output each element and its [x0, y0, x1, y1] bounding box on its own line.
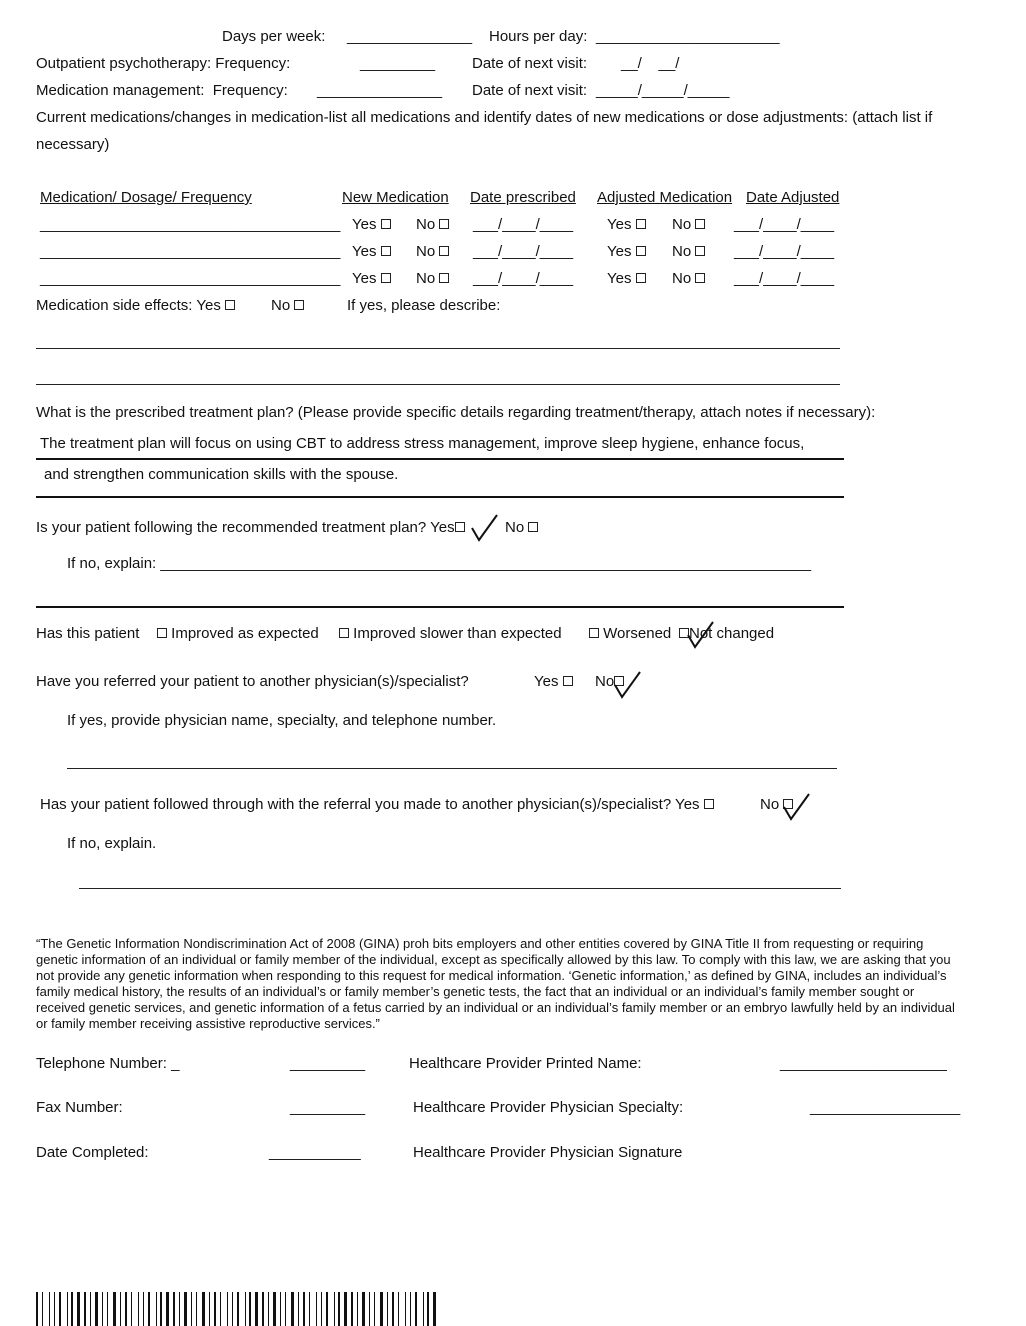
date-adjusted-field[interactable]: ___/____/____: [734, 270, 835, 287]
provider-name-field[interactable]: ____________________: [780, 1055, 947, 1072]
new-med-no[interactable]: No: [416, 243, 449, 261]
checkbox-icon[interactable]: [294, 300, 304, 310]
date-prescribed-field[interactable]: ___/____/____: [473, 216, 574, 233]
referral-followed-yes[interactable]: Has your patient followed through with the referral you made to another physician(s)/specialist? Yes: [40, 796, 714, 814]
new-med-yes[interactable]: Yes: [352, 243, 391, 261]
medication-management-label: Medication management: Frequency:: [36, 82, 288, 99]
hours-per-day-field[interactable]: ______________________: [596, 28, 780, 45]
checkbox-icon[interactable]: [695, 246, 705, 256]
gina-notice: “The Genetic Information Nondiscrimination Act of 2008 (GINA) proh bits employers and other entities covered by GINA Title II from requesting or requiring genetic information of an individual or family member of the individual, except as specifically allowed by this law. To comply with this law, we are asking that you not provide any genetic information when responding to this request for medical information. ‘Genetic information,’ as defined by GINA, includes an individual’s family medical history, the results of an individual’s or family member’s genetic tests, the fact that an individual or an individual’s family member sought or received genetic services, and genetic information of a fetus carried by an individual or an individual’s family member or an embryo lawfully held by an individual or family member receiving assistive reproductive services.”: [36, 936, 955, 1031]
new-med-yes[interactable]: Yes: [352, 216, 391, 234]
checkbox-icon[interactable]: [381, 246, 391, 256]
progress-worsened[interactable]: Worsened: [589, 625, 671, 643]
outpatient-next-visit-field[interactable]: __/ __/: [621, 55, 680, 72]
fax-field[interactable]: _________: [290, 1099, 366, 1116]
checkbox-icon[interactable]: [225, 300, 235, 310]
progress-improved-expected[interactable]: Improved as expected: [157, 625, 319, 643]
date-adjusted-field[interactable]: ___/____/____: [734, 243, 835, 260]
telephone-label: Telephone Number: _: [36, 1055, 180, 1072]
new-med-no[interactable]: No: [416, 216, 449, 234]
side-effects-line[interactable]: [36, 384, 840, 385]
medication-management-next-visit-field[interactable]: _____/_____/_____: [596, 82, 730, 99]
medications-intro-line1: Current medications/changes in medication-list all medications and identify dates of new medications or dose adjustments: (attach list if: [36, 109, 933, 126]
checkbox-icon[interactable]: [563, 676, 573, 686]
checkbox-icon[interactable]: [439, 273, 449, 283]
following-plan-no[interactable]: No: [505, 519, 538, 537]
answer-underline: [36, 458, 844, 460]
progress-not-changed[interactable]: Not changed: [679, 625, 774, 643]
adjusted-no[interactable]: No: [672, 243, 705, 261]
checkbox-icon[interactable]: [528, 522, 538, 532]
adjusted-yes[interactable]: Yes: [607, 243, 646, 261]
checkbox-icon[interactable]: [695, 273, 705, 283]
checkmark-icon: [781, 792, 811, 822]
checkbox-icon[interactable]: [381, 219, 391, 229]
referral-followed-explain-line[interactable]: [79, 888, 841, 889]
checkmark-icon: [612, 670, 642, 700]
date-adjusted-field[interactable]: ___/____/____: [734, 216, 835, 233]
days-per-week-field[interactable]: _______________: [347, 28, 473, 45]
checkbox-icon[interactable]: [439, 246, 449, 256]
adjusted-no[interactable]: No: [672, 270, 705, 288]
referral-question: Have you referred your patient to another physician(s)/specialist?: [36, 673, 469, 690]
date-completed-field[interactable]: ___________: [269, 1144, 361, 1161]
header-date-prescribed: Date prescribed: [470, 189, 576, 206]
checkbox-icon[interactable]: [636, 246, 646, 256]
referral-if-yes-label: If yes, provide physician name, specialty, and telephone number.: [67, 712, 497, 729]
checkbox-icon[interactable]: [636, 219, 646, 229]
treatment-plan-answer-line2[interactable]: and strengthen communication skills with the spouse.: [44, 466, 399, 483]
checkbox-icon[interactable]: [381, 273, 391, 283]
new-med-yes[interactable]: Yes: [352, 270, 391, 288]
progress-label: Has this patient: [36, 625, 140, 642]
medication-management-frequency-field[interactable]: _______________: [317, 82, 443, 99]
checkbox-icon[interactable]: [589, 628, 599, 638]
fax-label: Fax Number:: [36, 1099, 123, 1116]
treatment-plan-answer-line1[interactable]: The treatment plan will focus on using CBT to address stress management, improve sleep hygiene, enhance focus,: [40, 435, 805, 452]
date-prescribed-field[interactable]: ___/____/____: [473, 243, 574, 260]
outpatient-psychotherapy-label: Outpatient psychotherapy: Frequency:: [36, 55, 291, 72]
adjusted-no[interactable]: No: [672, 216, 705, 234]
header-medication: Medication/ Dosage/ Frequency: [40, 189, 252, 206]
treatment-plan-question: What is the prescribed treatment plan? (Please provide specific details regarding treatment/therapy, attach notes if necessary):: [36, 404, 876, 421]
referral-no[interactable]: No: [595, 673, 624, 691]
barcode-icon: [36, 1292, 436, 1326]
checkmark-icon: [469, 513, 499, 543]
checkbox-icon[interactable]: [157, 628, 167, 638]
header-new-medication: New Medication: [342, 189, 449, 206]
medications-intro-line2: necessary): [36, 136, 110, 153]
referral-followed-no[interactable]: No: [760, 796, 793, 814]
signature-label: Healthcare Provider Physician Signature: [413, 1144, 683, 1161]
outpatient-frequency-field[interactable]: _________: [360, 55, 436, 72]
checkbox-icon[interactable]: [339, 628, 349, 638]
progress-improved-slower[interactable]: Improved slower than expected: [339, 625, 562, 643]
side-effects-yes[interactable]: Medication side effects: Yes: [36, 297, 235, 315]
medication-field[interactable]: ____________________________________: [40, 270, 341, 287]
adjusted-yes[interactable]: Yes: [607, 216, 646, 234]
answer-underline: [36, 496, 844, 498]
checkbox-icon[interactable]: [439, 219, 449, 229]
checkbox-icon[interactable]: [695, 219, 705, 229]
side-effects-line[interactable]: [36, 348, 840, 349]
checkmark-icon: [685, 620, 715, 650]
checkbox-icon[interactable]: [455, 522, 465, 532]
referral-yes[interactable]: Yes: [534, 673, 573, 691]
referral-followed-explain-label: If no, explain.: [67, 835, 157, 852]
explain-line[interactable]: [36, 606, 844, 608]
date-prescribed-field[interactable]: ___/____/____: [473, 270, 574, 287]
side-effects-no[interactable]: No: [271, 297, 304, 315]
header-date-adjusted: Date Adjusted: [746, 189, 840, 206]
date-completed-label: Date Completed:: [36, 1144, 149, 1161]
outpatient-next-visit-label: Date of next visit:: [472, 55, 588, 72]
specialty-label: Healthcare Provider Physician Specialty:: [413, 1099, 684, 1116]
medication-field[interactable]: ____________________________________: [40, 243, 341, 260]
medication-management-next-visit-label: Date of next visit:: [472, 82, 588, 99]
new-med-no[interactable]: No: [416, 270, 449, 288]
medication-field[interactable]: ____________________________________: [40, 216, 341, 233]
side-effects-describe-label: If yes, please describe:: [347, 297, 501, 314]
referral-details-line[interactable]: [67, 768, 837, 769]
checkbox-icon[interactable]: [704, 799, 714, 809]
provider-name-label: Healthcare Provider Printed Name:: [409, 1055, 642, 1072]
following-plan-explain[interactable]: If no, explain: ______________________________________________________________________________: [67, 555, 812, 572]
header-adjusted-medication: Adjusted Medication: [597, 189, 733, 206]
specialty-field[interactable]: __________________: [810, 1099, 961, 1116]
checkbox-icon[interactable]: [636, 273, 646, 283]
days-per-week-label: Days per week:: [222, 28, 326, 45]
following-plan-yes[interactable]: Is your patient following the recommended treatment plan? Yes: [36, 519, 465, 537]
adjusted-yes[interactable]: Yes: [607, 270, 646, 288]
hours-per-day-label: Hours per day:: [489, 28, 588, 45]
telephone-field[interactable]: _________: [290, 1055, 366, 1072]
